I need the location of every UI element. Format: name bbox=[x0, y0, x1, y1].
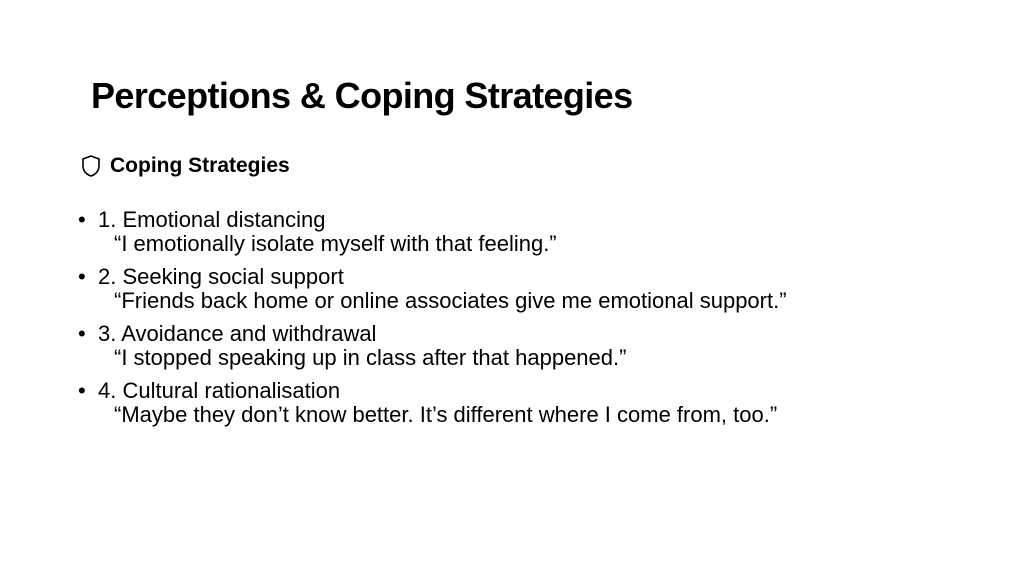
strategy-list bbox=[78, 208, 787, 436]
strategy-heading: 4. Cultural rationalisation bbox=[98, 378, 341, 403]
strategy-quote: “Friends back home or online associates give me emotional support.” bbox=[114, 288, 787, 313]
strategy-quote: “I stopped speaking up in class after that happened.” bbox=[114, 345, 627, 370]
strategy-heading: 3. Avoidance and withdrawal bbox=[98, 321, 377, 346]
bullet-icon: • bbox=[78, 378, 86, 403]
bullet-icon: • bbox=[78, 321, 86, 346]
bullet-icon: • bbox=[78, 264, 86, 289]
strategy-item bbox=[78, 322, 787, 370]
bullet-icon: • bbox=[78, 207, 86, 232]
strategy-item bbox=[78, 208, 787, 256]
shield-icon bbox=[80, 154, 102, 178]
strategy-item bbox=[78, 265, 787, 313]
strategy-item bbox=[78, 379, 787, 427]
strategy-quote: “Maybe they don’t know better. It’s different where I come from, too.” bbox=[114, 402, 778, 427]
subheading-label: Coping Strategies bbox=[110, 154, 290, 177]
strategy-heading: 2. Seeking social support bbox=[98, 264, 344, 289]
slide-title: Perceptions & Coping Strategies bbox=[91, 75, 633, 116]
strategy-heading: 1. Emotional distancing bbox=[98, 207, 326, 232]
subheading bbox=[80, 152, 290, 180]
strategy-quote: “I emotionally isolate myself with that feeling.” bbox=[114, 231, 557, 256]
